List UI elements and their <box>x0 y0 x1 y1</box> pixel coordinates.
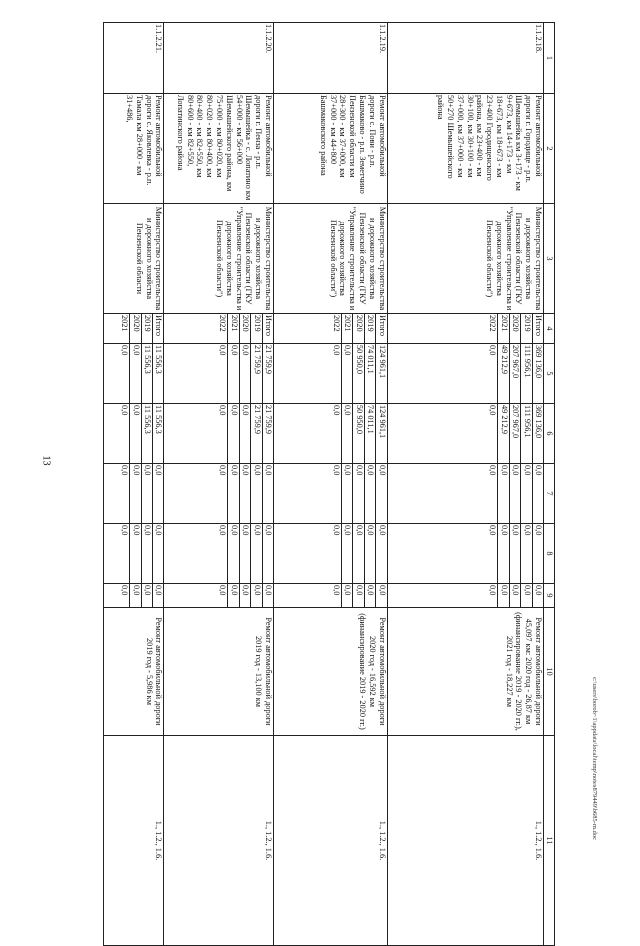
total-funding-value: 207 967,0 <box>509 344 520 403</box>
year-cell-value: Итого <box>532 314 543 343</box>
federal-budget <box>104 464 165 524</box>
year-cell-value: Итого <box>262 314 273 343</box>
expected-result: Ремонт автомобильной дороги 45,097 км: 2020 год - 26,87 км (финансирование 2019 - 2020 гг.), 2021 год - 18,227 км <box>387 608 543 736</box>
total-funding-value: 111 956,1 <box>520 344 531 403</box>
regional-budget-value: 49 212,9 <box>497 404 508 463</box>
regional-budget-value: 11 556,3 <box>141 404 152 463</box>
local-budget-value: 0,0 <box>509 524 520 583</box>
total-funding-value: 0,0 <box>120 345 130 356</box>
other-sources-value: 0,0 <box>509 584 520 607</box>
program-table <box>103 22 555 946</box>
total-funding-value: 0,0 <box>227 344 238 403</box>
total-funding-value: 50 950,0 <box>352 344 363 403</box>
row-number: 1.1.2.19. <box>273 23 387 94</box>
total-funding-value: 124 961,1 <box>375 344 386 403</box>
table-row <box>164 23 273 946</box>
expected-result: Ремонт автомобильной дороги 2019 год - 5,986 км <box>104 608 165 736</box>
column-number: 8 <box>544 524 555 584</box>
year-cell <box>387 314 543 344</box>
total-funding-value: 49 212,9 <box>497 344 508 403</box>
regional-budget-value: 0,0 <box>239 404 250 463</box>
regional-budget-value: 111 956,1 <box>520 404 531 463</box>
federal-budget-value: 0,0 <box>129 464 140 523</box>
column-number-row <box>544 23 555 946</box>
other-sources-value: 0,0 <box>341 584 352 607</box>
indicator-refs: 1., 1.2., 1.6. <box>387 736 543 946</box>
other-sources-value: 0,0 <box>129 584 140 607</box>
local-budget-value: 0,0 <box>227 524 238 583</box>
federal-budget-value: 0,0 <box>364 464 375 523</box>
regional-budget-value: 0,0 <box>218 405 228 416</box>
regional-budget-value: 0,0 <box>488 405 498 416</box>
year-cell-value: 2019 <box>250 314 261 343</box>
year-cell-value: 2019 <box>141 314 152 343</box>
local-budget <box>164 524 273 584</box>
year-cell-value: 2019 <box>364 314 375 343</box>
other-sources-value: 0,0 <box>497 584 508 607</box>
local-budget-value: 0,0 <box>532 524 543 583</box>
local-budget-value: 0,0 <box>332 525 342 536</box>
local-budget-value: 0,0 <box>341 524 352 583</box>
local-budget-value: 0,0 <box>262 524 273 583</box>
year-cell-value: 2022 <box>488 315 498 332</box>
total-funding-value: 0,0 <box>129 344 140 403</box>
total-funding <box>164 344 273 404</box>
total-funding <box>104 344 165 404</box>
total-funding-value: 0,0 <box>218 345 228 356</box>
year-cell-value: Итого <box>152 314 163 343</box>
table-row <box>387 23 543 946</box>
other-sources <box>104 584 165 608</box>
regional-budget-value: 21 759,9 <box>262 404 273 463</box>
other-sources-value: 0,0 <box>250 584 261 607</box>
local-budget-value: 0,0 <box>239 524 250 583</box>
federal-budget-value: 0,0 <box>341 464 352 523</box>
other-sources-value: 0,0 <box>152 584 163 607</box>
year-cell-value: 2020 <box>129 314 140 343</box>
regional-budget-value: 369 136,0 <box>532 404 543 463</box>
local-budget-value: 0,0 <box>497 524 508 583</box>
federal-budget-value: 0,0 <box>532 464 543 523</box>
executor: Министерство строительства и дорожного хозяйства Пензенской области (ГКУ "Управление строительства и дорожного хозяйства Пензенской области") <box>273 204 387 314</box>
local-budget-value: 0,0 <box>120 525 130 536</box>
column-number: 4 <box>544 314 555 344</box>
total-funding-value: 11 556,3 <box>141 344 152 403</box>
other-sources-value: 0,0 <box>352 584 363 607</box>
other-sources-value: 0,0 <box>262 584 273 607</box>
federal-budget-value: 0,0 <box>141 464 152 523</box>
column-number: 3 <box>544 204 555 314</box>
regional-budget-value: 0,0 <box>341 404 352 463</box>
federal-budget-value: 0,0 <box>332 465 342 476</box>
program-table-sheet <box>103 22 555 885</box>
local-budget-value: 0,0 <box>250 524 261 583</box>
column-number: 5 <box>544 344 555 404</box>
year-cell-value: 2021 <box>341 314 352 343</box>
other-sources-value: 0,0 <box>375 584 386 607</box>
page-number: 13 <box>40 455 52 466</box>
regional-budget-value: 0,0 <box>129 404 140 463</box>
regional-budget-value: 207 967,0 <box>509 404 520 463</box>
local-budget-value: 0,0 <box>352 524 363 583</box>
federal-budget-value: 0,0 <box>375 464 386 523</box>
regional-budget <box>164 404 273 464</box>
year-cell-value: 2020 <box>352 314 363 343</box>
year-cell <box>273 314 387 344</box>
local-budget-value: 0,0 <box>152 524 163 583</box>
local-budget-value: 0,0 <box>375 524 386 583</box>
local-budget <box>273 524 387 584</box>
total-funding-value: 11 556,3 <box>152 344 163 403</box>
column-number: 10 <box>544 608 555 736</box>
expected-result: Ремонт автомобильной дороги 2020 год - 16,592 км (финансирование 2019 - 2020 гг.) <box>273 608 387 736</box>
event-name: Ремонт автомобильной дороги г. Городище - р.п. Шемышейка км 3+173 - км 9+673, км 14+173 - км 18+673, км 18+673 - км 23+400 Городищенского района, км 23+400 - км 30+100, км 30+100 - км 37+000, км 37+000 - км 50+270 Шемышейского района <box>387 94 543 204</box>
other-sources-value: 0,0 <box>141 584 152 607</box>
federal-budget <box>273 464 387 524</box>
year-cell-value: 2021 <box>497 314 508 343</box>
other-sources-value: 0,0 <box>332 585 342 596</box>
footer-file-path: c:\users\borob~1\appdata\local\temp\notes879449\b685-m.doc <box>591 677 598 840</box>
year-cell-value: 2020 <box>509 314 520 343</box>
federal-budget-value: 0,0 <box>120 465 130 476</box>
executor: Министерство строительства и дорожного хозяйства Пензенской области <box>104 204 165 314</box>
federal-budget-value: 0,0 <box>218 465 228 476</box>
local-budget-value: 0,0 <box>129 524 140 583</box>
other-sources-value: 0,0 <box>227 584 238 607</box>
regional-budget-value: 11 556,3 <box>152 404 163 463</box>
other-sources-value: 0,0 <box>120 585 130 596</box>
other-sources-value: 0,0 <box>520 584 531 607</box>
regional-budget-value: 50 950,0 <box>352 404 363 463</box>
year-cell-value: 2022 <box>332 315 342 332</box>
column-number: 6 <box>544 404 555 464</box>
total-funding-value: 0,0 <box>332 345 342 356</box>
year-cell-value: 2021 <box>227 314 238 343</box>
federal-budget-value: 0,0 <box>239 464 250 523</box>
local-budget-value: 0,0 <box>520 524 531 583</box>
federal-budget-value: 0,0 <box>250 464 261 523</box>
total-funding-value: 0,0 <box>239 344 250 403</box>
event-name: Ремонт автомобильной дороги с. Яковлевка - р.п. Тамала км 28+000 - км 31+486, <box>104 94 165 204</box>
row-number: 1.1.2.21. <box>104 23 165 94</box>
other-sources-value: 0,0 <box>364 584 375 607</box>
local-budget-value: 0,0 <box>218 525 228 536</box>
regional-budget <box>387 404 543 464</box>
column-number: 9 <box>544 584 555 608</box>
federal-budget <box>164 464 273 524</box>
total-funding-value: 21 759,9 <box>262 344 273 403</box>
federal-budget-value: 0,0 <box>488 465 498 476</box>
local-budget-value: 0,0 <box>488 525 498 536</box>
total-funding <box>387 344 543 404</box>
executor: Министерство строительства и дорожного хозяйства Пензенской области (ГКУ "Управление строительства и дорожного хозяйства Пензенской области") <box>387 204 543 314</box>
table-row <box>273 23 387 946</box>
column-number: 7 <box>544 464 555 524</box>
executor: Министерство строительства и дорожного хозяйства Пензенской области (ГКУ "Управление строительства и дорожного хозяйства Пензенской области") <box>164 204 273 314</box>
regional-budget <box>273 404 387 464</box>
federal-budget-value: 0,0 <box>227 464 238 523</box>
event-name: Ремонт автомобильной дороги с. Пови - р.п. Башмаково - р.п. Земетчино Пензенской области км 28+300 - км 37+000, км 37+000 - км 44+800 Башмаковского района <box>273 94 387 204</box>
total-funding-value: 369 136,0 <box>532 344 543 403</box>
federal-budget <box>387 464 543 524</box>
indicator-refs: 1., 1.2., 1.6. <box>273 736 387 946</box>
year-cell-value: 2021 <box>120 315 130 332</box>
regional-budget-value: 74 011,1 <box>364 404 375 463</box>
federal-budget-value: 0,0 <box>352 464 363 523</box>
year-cell-value: 2019 <box>520 314 531 343</box>
event-name: Ремонт автомобильной дороги г. Пенза - р.п. Шемышейка - с. Лопатино км 54+000 - км 56+000 Шемышейского района, км 75+000 - км 80+020, км 80+020 - км 80+400, км 80+400 - км 82+550, км 80+600 - км 82+550, Лопатинского района <box>164 94 273 204</box>
total-funding <box>273 344 387 404</box>
year-cell <box>164 314 273 344</box>
table-row <box>104 23 165 946</box>
other-sources <box>387 584 543 608</box>
total-funding-value: 0,0 <box>488 345 498 356</box>
regional-budget <box>104 404 165 464</box>
other-sources-value: 0,0 <box>488 585 498 596</box>
local-budget-value: 0,0 <box>364 524 375 583</box>
year-cell-value: 2022 <box>218 315 228 332</box>
local-budget <box>387 524 543 584</box>
other-sources-value: 0,0 <box>218 585 228 596</box>
local-budget-value: 0,0 <box>141 524 152 583</box>
total-funding-value: 21 759,9 <box>250 344 261 403</box>
federal-budget-value: 0,0 <box>262 464 273 523</box>
other-sources-value: 0,0 <box>532 584 543 607</box>
expected-result: Ремонт автомобильной дороги 2019 год - 13,100 км <box>164 608 273 736</box>
regional-budget-value: 0,0 <box>120 405 130 416</box>
row-number: 1.1.2.18. <box>387 23 543 94</box>
federal-budget-value: 0,0 <box>509 464 520 523</box>
other-sources <box>273 584 387 608</box>
column-number: 11 <box>544 736 555 946</box>
year-cell-value: 2020 <box>239 314 250 343</box>
year-cell <box>104 314 165 344</box>
column-number: 1 <box>544 23 555 94</box>
column-number: 2 <box>544 94 555 204</box>
other-sources <box>164 584 273 608</box>
other-sources-value: 0,0 <box>239 584 250 607</box>
indicator-refs: 1., 1.2., 1.6. <box>164 736 273 946</box>
federal-budget-value: 0,0 <box>520 464 531 523</box>
local-budget <box>104 524 165 584</box>
indicator-refs: 1., 1.2., 1.6. <box>104 736 165 946</box>
regional-budget-value: 0,0 <box>332 405 342 416</box>
total-funding-value: 0,0 <box>341 344 352 403</box>
regional-budget-value: 124 961,1 <box>375 404 386 463</box>
row-number: 1.1.2.20. <box>164 23 273 94</box>
year-cell-value: Итого <box>375 314 386 343</box>
regional-budget-value: 0,0 <box>227 404 238 463</box>
regional-budget-value: 21 759,9 <box>250 404 261 463</box>
total-funding-value: 74 011,1 <box>364 344 375 403</box>
federal-budget-value: 0,0 <box>497 464 508 523</box>
federal-budget-value: 0,0 <box>152 464 163 523</box>
